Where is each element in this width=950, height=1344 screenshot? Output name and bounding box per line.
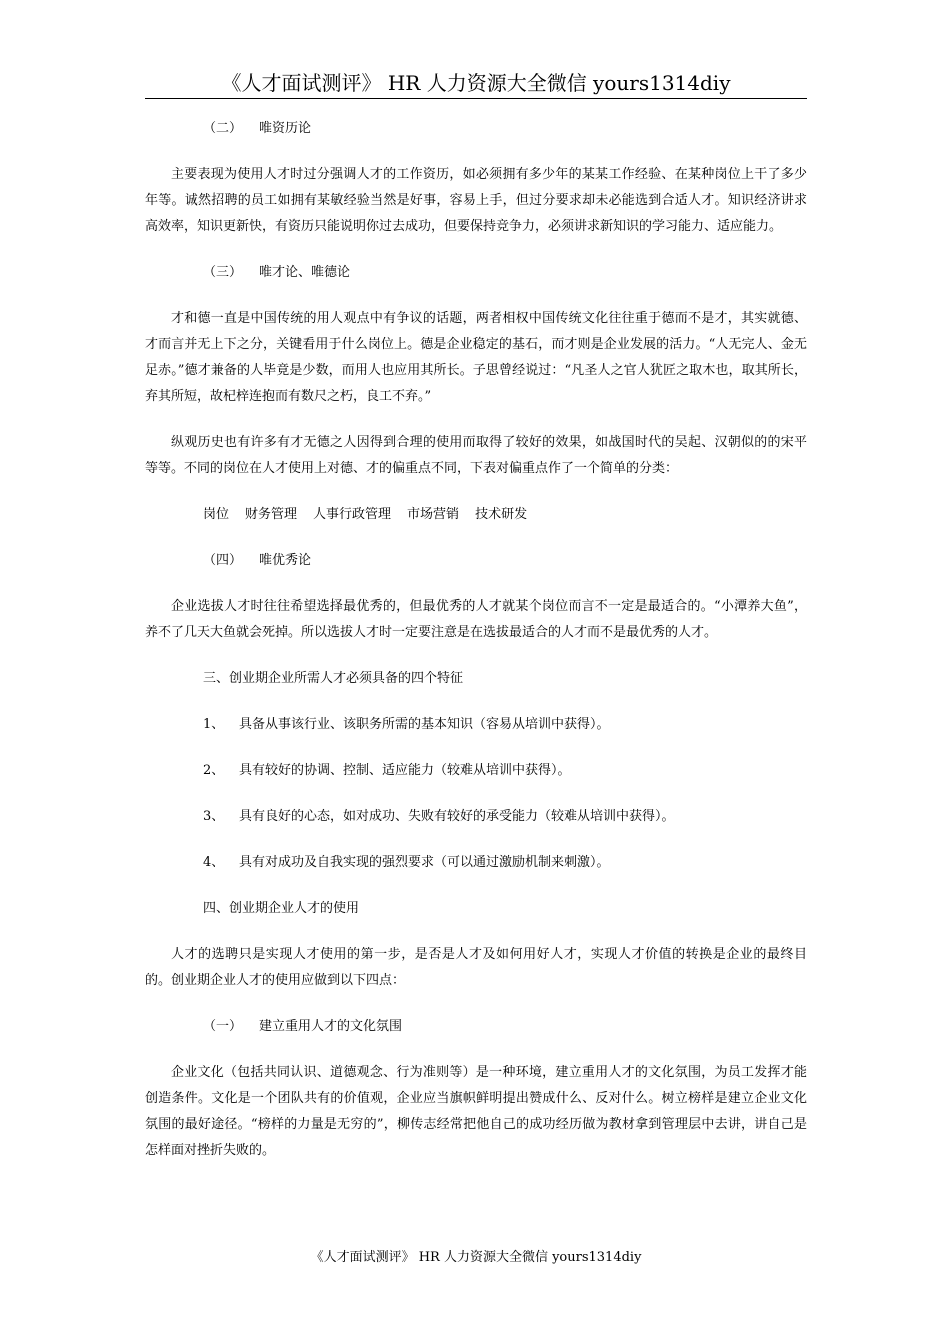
page-header: 《人才面试测评》 HR 人力资源大全微信 yours1314diy (145, 68, 807, 99)
list-item: 2、 具有较好的协调、控制、适应能力（较难从培训中获得）。 (203, 763, 571, 778)
chapter-heading-4: 四、创业期企业人才的使用 (203, 901, 360, 916)
paragraph: 才和德一直是中国传统的用人观点中有争议的话题，两者相权中国传统文化往往重于德而不是才，其实就德、才而言并无上下之分，关键看用于什么岗位上。德是企业稳定的基石，而才则是企业发展的活力。“人无完人、金无足赤。”德才兼备的人毕竟是少数，而用人也应用其所长。子思曾经说过：“凡圣人之官人犹匠之取木也，取其所长，弃其所短，故杞梓连抱而有数尺之朽，良工不弃。” (145, 311, 807, 404)
page-footer: 《人才面试测评》 HR 人力资源大全微信 yours1314diy (310, 1250, 642, 1265)
list-item: 1、 具备从事该行业、该职务所需的基本知识（容易从培训中获得）。 (203, 717, 610, 732)
section-heading-1: （一） 建立重用人才的文化氛围 (203, 1019, 403, 1034)
section-heading-3: （三） 唯才论、唯德论 (203, 265, 351, 280)
chapter-heading-3: 三、创业期企业所需人才必须具备的四个特征 (203, 671, 464, 686)
paragraph: 企业文化（包括共同认识、道德观念、行为准则等）是一种环境，建立重用人才的文化氛围，为员工发挥才能创造条件。文化是一个团队共有的价值观，企业应当旗帜鲜明提出赞成什么、反对什么。树立榜样是建立企业文化氛围的最好途径。“榜样的力量是无穷的”，柳传志经常把他自己的成功经历做为教材拿到管理层中去讲，讲自己是怎样面对挫折失败的。 (145, 1065, 807, 1158)
section-heading-2: （二） 唯资历论 (203, 121, 312, 136)
paragraph: 企业选拔人才时往往希望选择最优秀的，但最优秀的人才就某个岗位而言不一定是最适合的。“小潭养大鱼”，养不了几天大鱼就会死掉。所以选拔人才时一定要注意是在选拔最适合的人才而不是最优秀的人才。 (145, 599, 807, 640)
list-item: 4、 具有对成功及自我实现的强烈要求（可以通过激励机制来刺激）。 (203, 855, 610, 870)
list-item: 3、 具有良好的心态，如对成功、失败有较好的承受能力（较难从培训中获得）。 (203, 809, 675, 824)
paragraph: 主要表现为使用人才时过分强调人才的工作资历，如必须拥有多少年的某某工作经验、在某种岗位上干了多少年等。诚然招聘的员工如拥有某敏经验当然是好事，容易上手，但过分要求却未必能选到合适人才。知识经济讲求高效率，知识更新快，有资历只能说明你过去成功，但要保持竞争力，必须讲求新知识的学习能力、适应能力。 (145, 167, 807, 234)
document-body (145, 116, 807, 1184)
paragraph: 纵观历史也有许多有才无德之人因得到合理的使用而取得了较好的效果，如战国时代的吴起、汉朝似的的宋平等等。不同的岗位在人才使用上对德、才的偏重点不同，下表对偏重点作了一个简单的分类： (145, 435, 807, 476)
position-category-row: 岗位 财务管理 人事行政管理 市场营销 技术研发 (203, 507, 528, 522)
paragraph: 人才的选聘只是实现人才使用的第一步，是否是人才及如何用好人才，实现人才价值的转换是企业的最终目的。创业期企业人才的使用应做到以下四点： (145, 947, 807, 988)
section-heading-4: （四） 唯优秀论 (203, 553, 312, 568)
